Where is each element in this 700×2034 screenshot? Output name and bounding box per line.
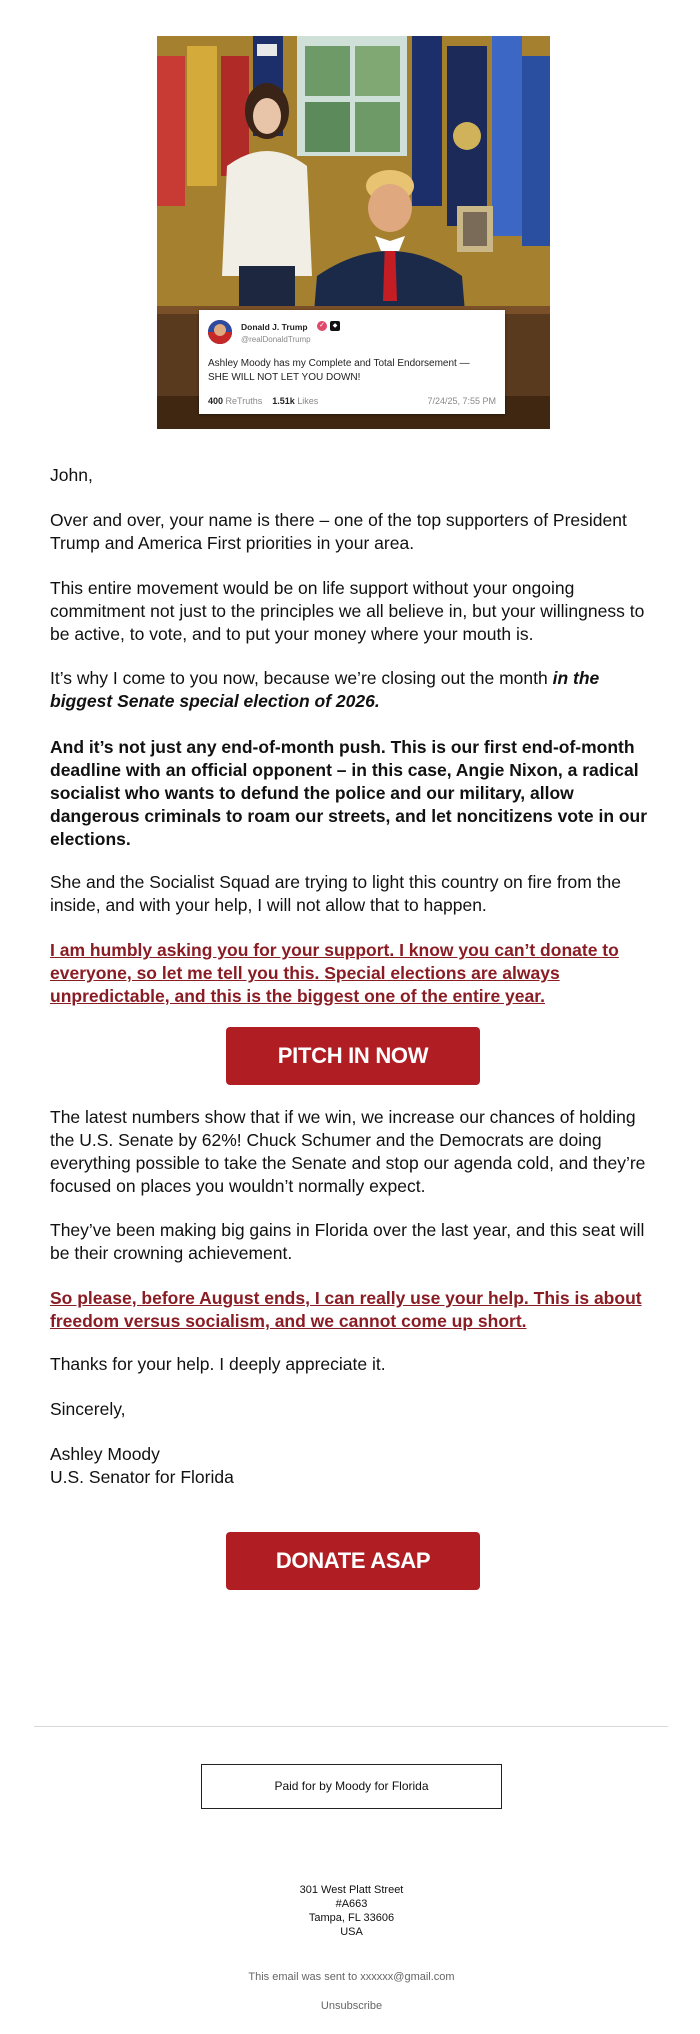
likes-count: 1.51k [272,396,295,406]
badge-icon: ◆ [330,321,340,331]
paragraph-2: This entire movement would be on life support without your ongoing commitment not just to the principles we all believe in, but your willingness to be active, to vote, and to put your money where your mouth is. [50,578,645,644]
verified-icon: ✓ [317,321,327,331]
footer-divider [34,1726,668,1727]
paragraph-4: And it’s not just any end-of-month push. This is our first end-of-month deadline with an official opponent – in this case, Angie Nixon, a radical socialist who wants to defund the police and our military, allow dangerous criminals to roam our streets, and let noncitizens vote in our elections. [50,737,648,849]
retruths-label: ReTruths [225,396,263,406]
paragraph-10: Thanks for your help. I deeply appreciate it. [50,1354,386,1374]
address-line: 301 West Platt Street [299,1884,404,1896]
sent-to-notice: This email was sent to xxxxxx@gmail.com [248,1971,455,1983]
signer-title: U.S. Senator for Florida [50,1467,234,1487]
unsubscribe-link[interactable]: Unsubscribe [320,2000,383,2012]
post-author-handle: @realDonaldTrump [241,335,311,344]
signoff: Sincerely, [50,1399,126,1419]
greeting: John, [50,465,93,485]
address-line: #A663 [335,1898,368,1910]
address-line: Tampa, FL 33606 [308,1912,395,1924]
signer-name: Ashley Moody [50,1444,160,1464]
likes-label: Likes [297,396,319,406]
paragraph-1: Over and over, your name is there – one of the top supporters of President Trump and America First priorities in your area. [50,510,627,553]
mailing-address [200,1883,503,1939]
pitch-in-now-button[interactable]: PITCH IN NOW [226,1027,480,1085]
paid-for-disclaimer: Paid for by Moody for Florida [201,1764,502,1809]
paragraph-3-emphasis: in the biggest Senate special election of 2026. [50,668,600,711]
truth-social-post-card [199,310,505,414]
paragraph-7: The latest numbers show that if we win, we increase our chances of holding the U.S. Senate by 62%! Chuck Schumer and the Democrats are doing everything possible to take the Senate and stop our agenda cold, and they’re focused on places you wouldn’t normally expect. [50,1107,646,1196]
post-date: 7/24/25, 7:55 PM [427,396,496,406]
paragraph-8: They’ve been making big gains in Florida over the last year, and this seat will be their crowning achievement. [50,1220,645,1263]
address-line: USA [340,1926,363,1938]
post-text: Ashley Moody has my Complete and Total Endorsement — SHE WILL NOT LET YOU DOWN! [208,358,470,383]
hero-image [157,36,550,429]
paragraph-5: She and the Socialist Squad are trying to light this country on fire from the inside, and with your help, I will not allow that to happen. [50,872,622,915]
retruths-count: 400 [208,396,224,406]
post-stats [208,396,318,406]
paragraph-3-text: It’s why I come to you now, because we’re closing out the month [50,668,553,688]
help-link-paragraph[interactable]: So please, before August ends, I can really use your help. This is about freedom versus socialism, and we cannot come up short. [50,1288,642,1331]
avatar [208,320,232,344]
post-author-name: Donald J. Trump [241,322,308,332]
donate-asap-button[interactable]: DONATE ASAP [226,1532,480,1590]
donate-link-paragraph[interactable]: I am humbly asking you for your support. I know you can’t donate to everyone, so let me tell you this. Special elections are always unpredictable, and this is the biggest one of the entire year. [50,940,619,1006]
paragraph-3 [50,667,650,713]
